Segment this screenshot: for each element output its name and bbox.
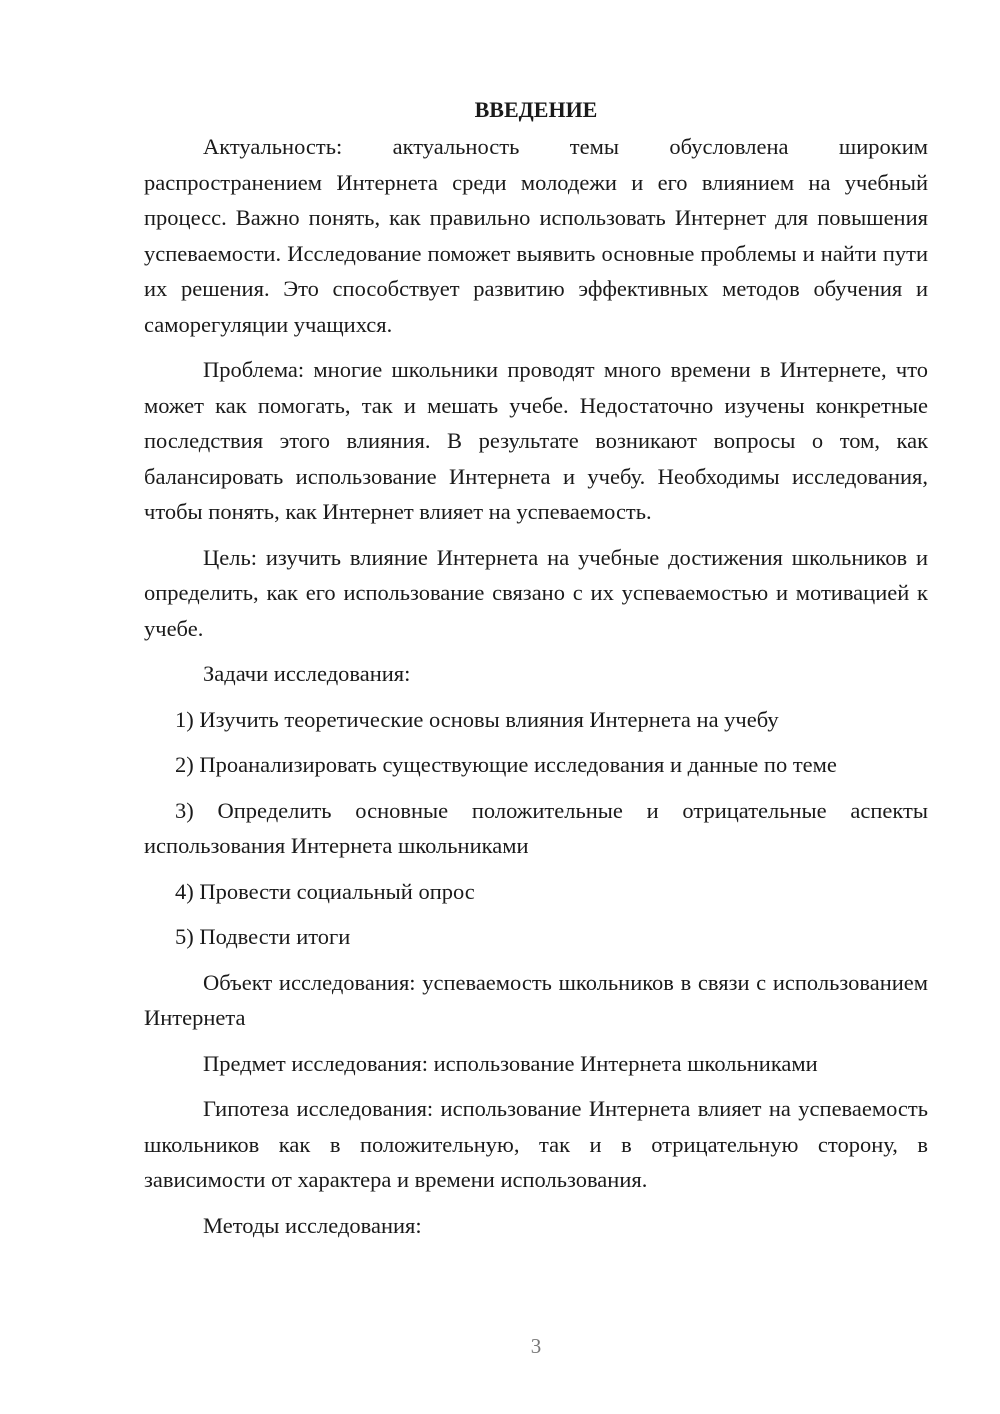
paragraph-relevance: Актуальность: актуальность темы обусловлена широким распространением Интернета среди молодежи и его влиянием на учебный процесс. Важно понять, как правильно использовать Интернет для повышения успеваемости. Исследование поможет выявить основные проблемы и найти пути их решения. Это способствует развитию эффективных методов обучения и саморегуляции учащихся.: [144, 134, 928, 337]
paragraph-subject: Предмет исследования: использование Интернета школьниками: [203, 1050, 818, 1076]
paragraph-problem: Проблема: многие школьники проводят много времени в Интернете, что может как помогать, так и мешать учебе. Недостаточно изучены конкретные последствия этого влияния. В результате возникают вопросы о том, как балансировать использование Интернета и учебу. Необходимы исследования, чтобы понять, как Интернет влияет на успеваемость.: [144, 357, 928, 524]
task-item-4: 4) Провести социальный опрос: [175, 878, 475, 904]
page-number: 3: [530, 1334, 542, 1358]
paragraph-object: Объект исследования: успеваемость школьников в связи с использованием Интернета: [144, 969, 928, 1030]
section-heading: ВВЕДЕНИЕ: [474, 97, 598, 122]
task-item-1: 1) Изучить теоретические основы влияния Интернета на учебу: [175, 706, 779, 732]
task-item-3: 3) Определить основные положительные и отрицательные аспекты использования Интернета школьниками: [144, 797, 928, 858]
page-content: [144, 92, 928, 1243]
paragraph-hypothesis: Гипотеза исследования: использование Интернета влияет на успеваемость школьников как в положительную, так и в отрицательную сторону, в зависимости от характера и времени использования.: [144, 1096, 928, 1192]
task-item-5: 5) Подвести итоги: [175, 924, 351, 949]
paragraph-goal: Цель: изучить влияние Интернета на учебные достижения школьников и определить, как его использование связано с их успеваемостью и мотивацией к учебе.: [144, 544, 928, 641]
paragraph-methods: Методы исследования:: [203, 1212, 422, 1238]
task-item-2: 2) Проанализировать существующие исследования и данные по теме: [175, 752, 837, 777]
paragraph-tasks-title: Задачи исследования:: [203, 661, 411, 686]
